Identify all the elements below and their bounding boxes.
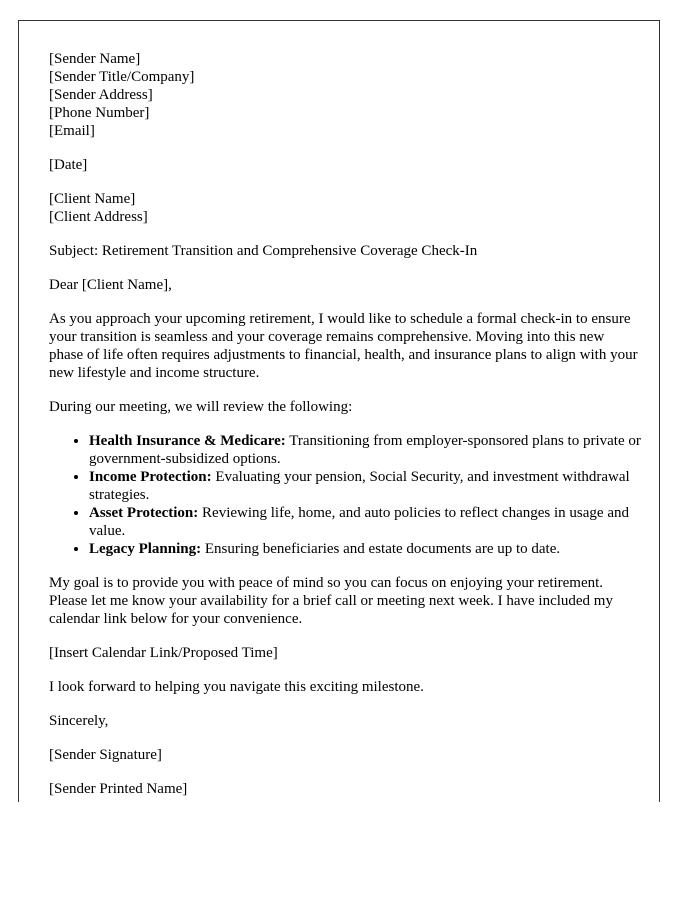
review-list	[49, 432, 641, 558]
list-item-text: Evaluating your pension, Social Security, and investment withdrawal strategies.	[89, 469, 630, 503]
sender-name: [Sender Name]	[49, 51, 141, 67]
letter-body	[49, 50, 641, 802]
letter-date: [Date]	[49, 157, 88, 173]
list-item	[89, 468, 641, 504]
list-item-title: Income Protection:	[89, 469, 212, 485]
calendar-placeholder: [Insert Calendar Link/Proposed Time]	[49, 645, 278, 661]
client-name: [Client Name]	[49, 191, 136, 207]
list-item-text: Ensuring beneficiaries and estate documents are up to date.	[201, 541, 561, 557]
list-item	[89, 504, 641, 540]
client-block	[49, 190, 641, 226]
list-item	[89, 432, 641, 468]
list-item-title: Asset Protection:	[89, 505, 199, 521]
sender-title-company: [Sender Title/Company]	[49, 69, 195, 85]
intro-paragraph: As you approach your upcoming retirement, I would like to schedule a formal check-in to ensure your transition is seamless and your coverage remains comprehensive. Moving into this new phase of life often requires adjustments to financial, health, and insurance plans to align with your new lifestyle and income structure.	[49, 311, 638, 381]
sender-printed-name: [Sender Printed Name]	[49, 781, 188, 797]
sender-signature: [Sender Signature]	[49, 747, 162, 763]
goal-paragraph: My goal is to provide you with peace of mind so you can focus on enjoying your retirement. Please let me know your availability for a brief call or meeting next week. I have included my calendar link below for your convenience.	[49, 575, 613, 627]
sender-block	[49, 50, 641, 140]
letter-salutation: Dear [Client Name],	[49, 277, 172, 293]
sender-address: [Sender Address]	[49, 87, 153, 103]
list-item	[89, 540, 641, 558]
sender-phone: [Phone Number]	[49, 105, 150, 121]
sender-email: [Email]	[49, 123, 95, 139]
list-item-text: Reviewing life, home, and auto policies to reflect changes in usage and value.	[89, 505, 629, 539]
sign-off: Sincerely,	[49, 713, 109, 729]
list-item-text: Transitioning from employer-sponsored plans to private or government-subsidized options.	[89, 433, 641, 467]
closing-paragraph: I look forward to helping you navigate this exciting milestone.	[49, 679, 424, 695]
letter-subject: Subject: Retirement Transition and Comprehensive Coverage Check-In	[49, 243, 478, 259]
list-item-title: Legacy Planning:	[89, 541, 202, 557]
list-item-title: Health Insurance & Medicare:	[89, 433, 286, 449]
client-address: [Client Address]	[49, 209, 148, 225]
review-lead: During our meeting, we will review the following:	[49, 399, 353, 415]
letter-page	[18, 20, 660, 802]
